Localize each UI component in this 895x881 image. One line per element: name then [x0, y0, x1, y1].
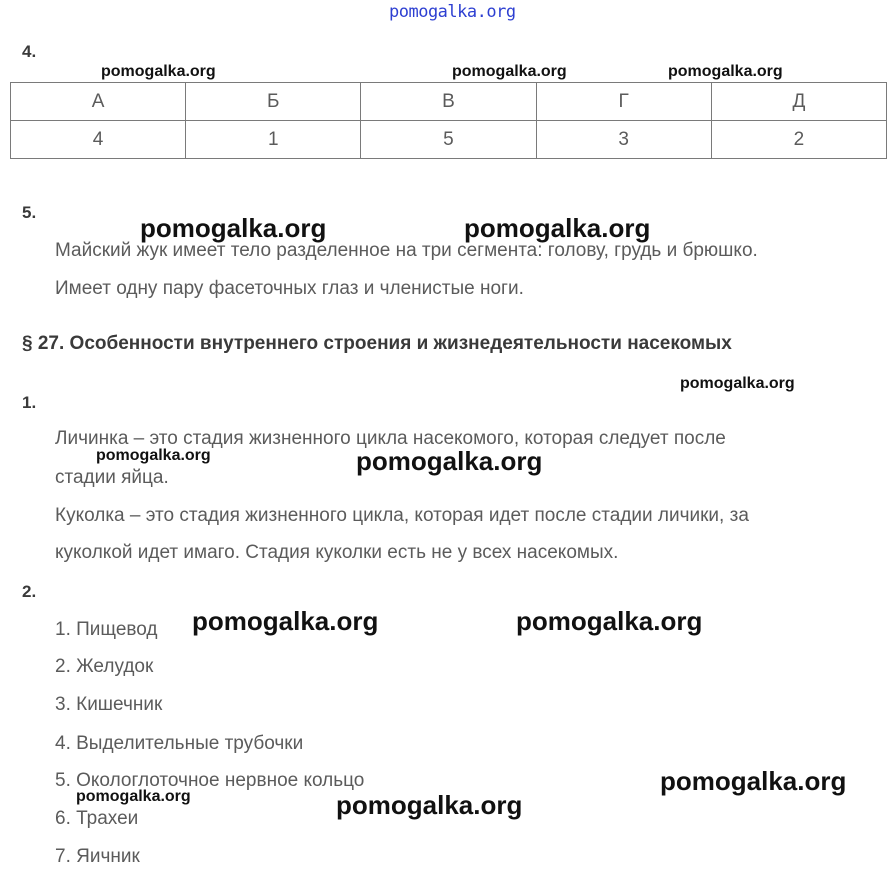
table-cell: 5: [361, 121, 536, 159]
table-cell: 2: [711, 121, 886, 159]
watermark: pomogalka.org: [140, 213, 327, 243]
list-item: 2. Желудок: [55, 656, 154, 677]
section-heading: § 27. Особенности внутреннего строения и жизнедеятельности насекомых: [22, 333, 732, 354]
task-1-line: Личинка – это стадия жизненного цикла насекомого, которая следует после: [55, 428, 726, 449]
table-header-row: [11, 83, 887, 121]
table-cell: 3: [536, 121, 711, 159]
watermark: pomogalka.org: [76, 788, 191, 805]
task-1-line: куколкой идет имаго. Стадия куколки есть не у всех насекомых.: [55, 542, 619, 563]
table-header-cell: В: [361, 83, 536, 121]
watermark: pomogalka.org: [516, 606, 703, 636]
list-item: 7. Яичник: [55, 846, 140, 867]
task-5-line: Имеет одну пару фасеточных глаз и членистые ноги.: [55, 278, 524, 299]
watermark: pomogalka.org: [336, 790, 523, 820]
task-5-line: Майский жук имеет тело разделенное на три сегмента: голову, грудь и брюшко.: [55, 240, 758, 261]
list-item: 6. Трахеи: [55, 808, 139, 829]
watermark: pomogalka.org: [101, 63, 216, 80]
task-2-number: 2.: [22, 582, 37, 601]
watermark: pomogalka.org: [192, 606, 379, 636]
list-item: 4. Выделительные трубочки: [55, 733, 304, 754]
task-5-number: 5.: [22, 203, 37, 222]
table-header-cell: А: [11, 83, 186, 121]
list-item: 3. Кишечник: [55, 694, 163, 715]
task-4-number: 4.: [22, 42, 37, 61]
list-item: 1. Пищевод: [55, 619, 158, 640]
watermark: pomogalka.org: [452, 63, 567, 80]
task-1-number: 1.: [22, 393, 37, 412]
task-1-line: стадии яйца.: [55, 467, 169, 488]
watermark: pomogalka.org: [680, 375, 795, 392]
watermark: pomogalka.org: [356, 446, 543, 476]
table-header-cell: Д: [711, 83, 886, 121]
watermark-top: pomogalka.org: [389, 2, 516, 22]
list-item: 5. Окологлоточное нервное кольцо: [55, 770, 365, 791]
table-header-cell: Б: [186, 83, 361, 121]
answer-table: [10, 82, 887, 159]
table-row: [11, 121, 887, 159]
watermark: pomogalka.org: [464, 213, 651, 243]
watermark: pomogalka.org: [96, 447, 211, 464]
table-header-cell: Г: [536, 83, 711, 121]
table-cell: 1: [186, 121, 361, 159]
table-cell: 4: [11, 121, 186, 159]
watermark: pomogalka.org: [660, 766, 847, 796]
watermark: pomogalka.org: [668, 63, 783, 80]
task-1-line: Куколка – это стадия жизненного цикла, которая идет после стадии личики, за: [55, 505, 749, 526]
